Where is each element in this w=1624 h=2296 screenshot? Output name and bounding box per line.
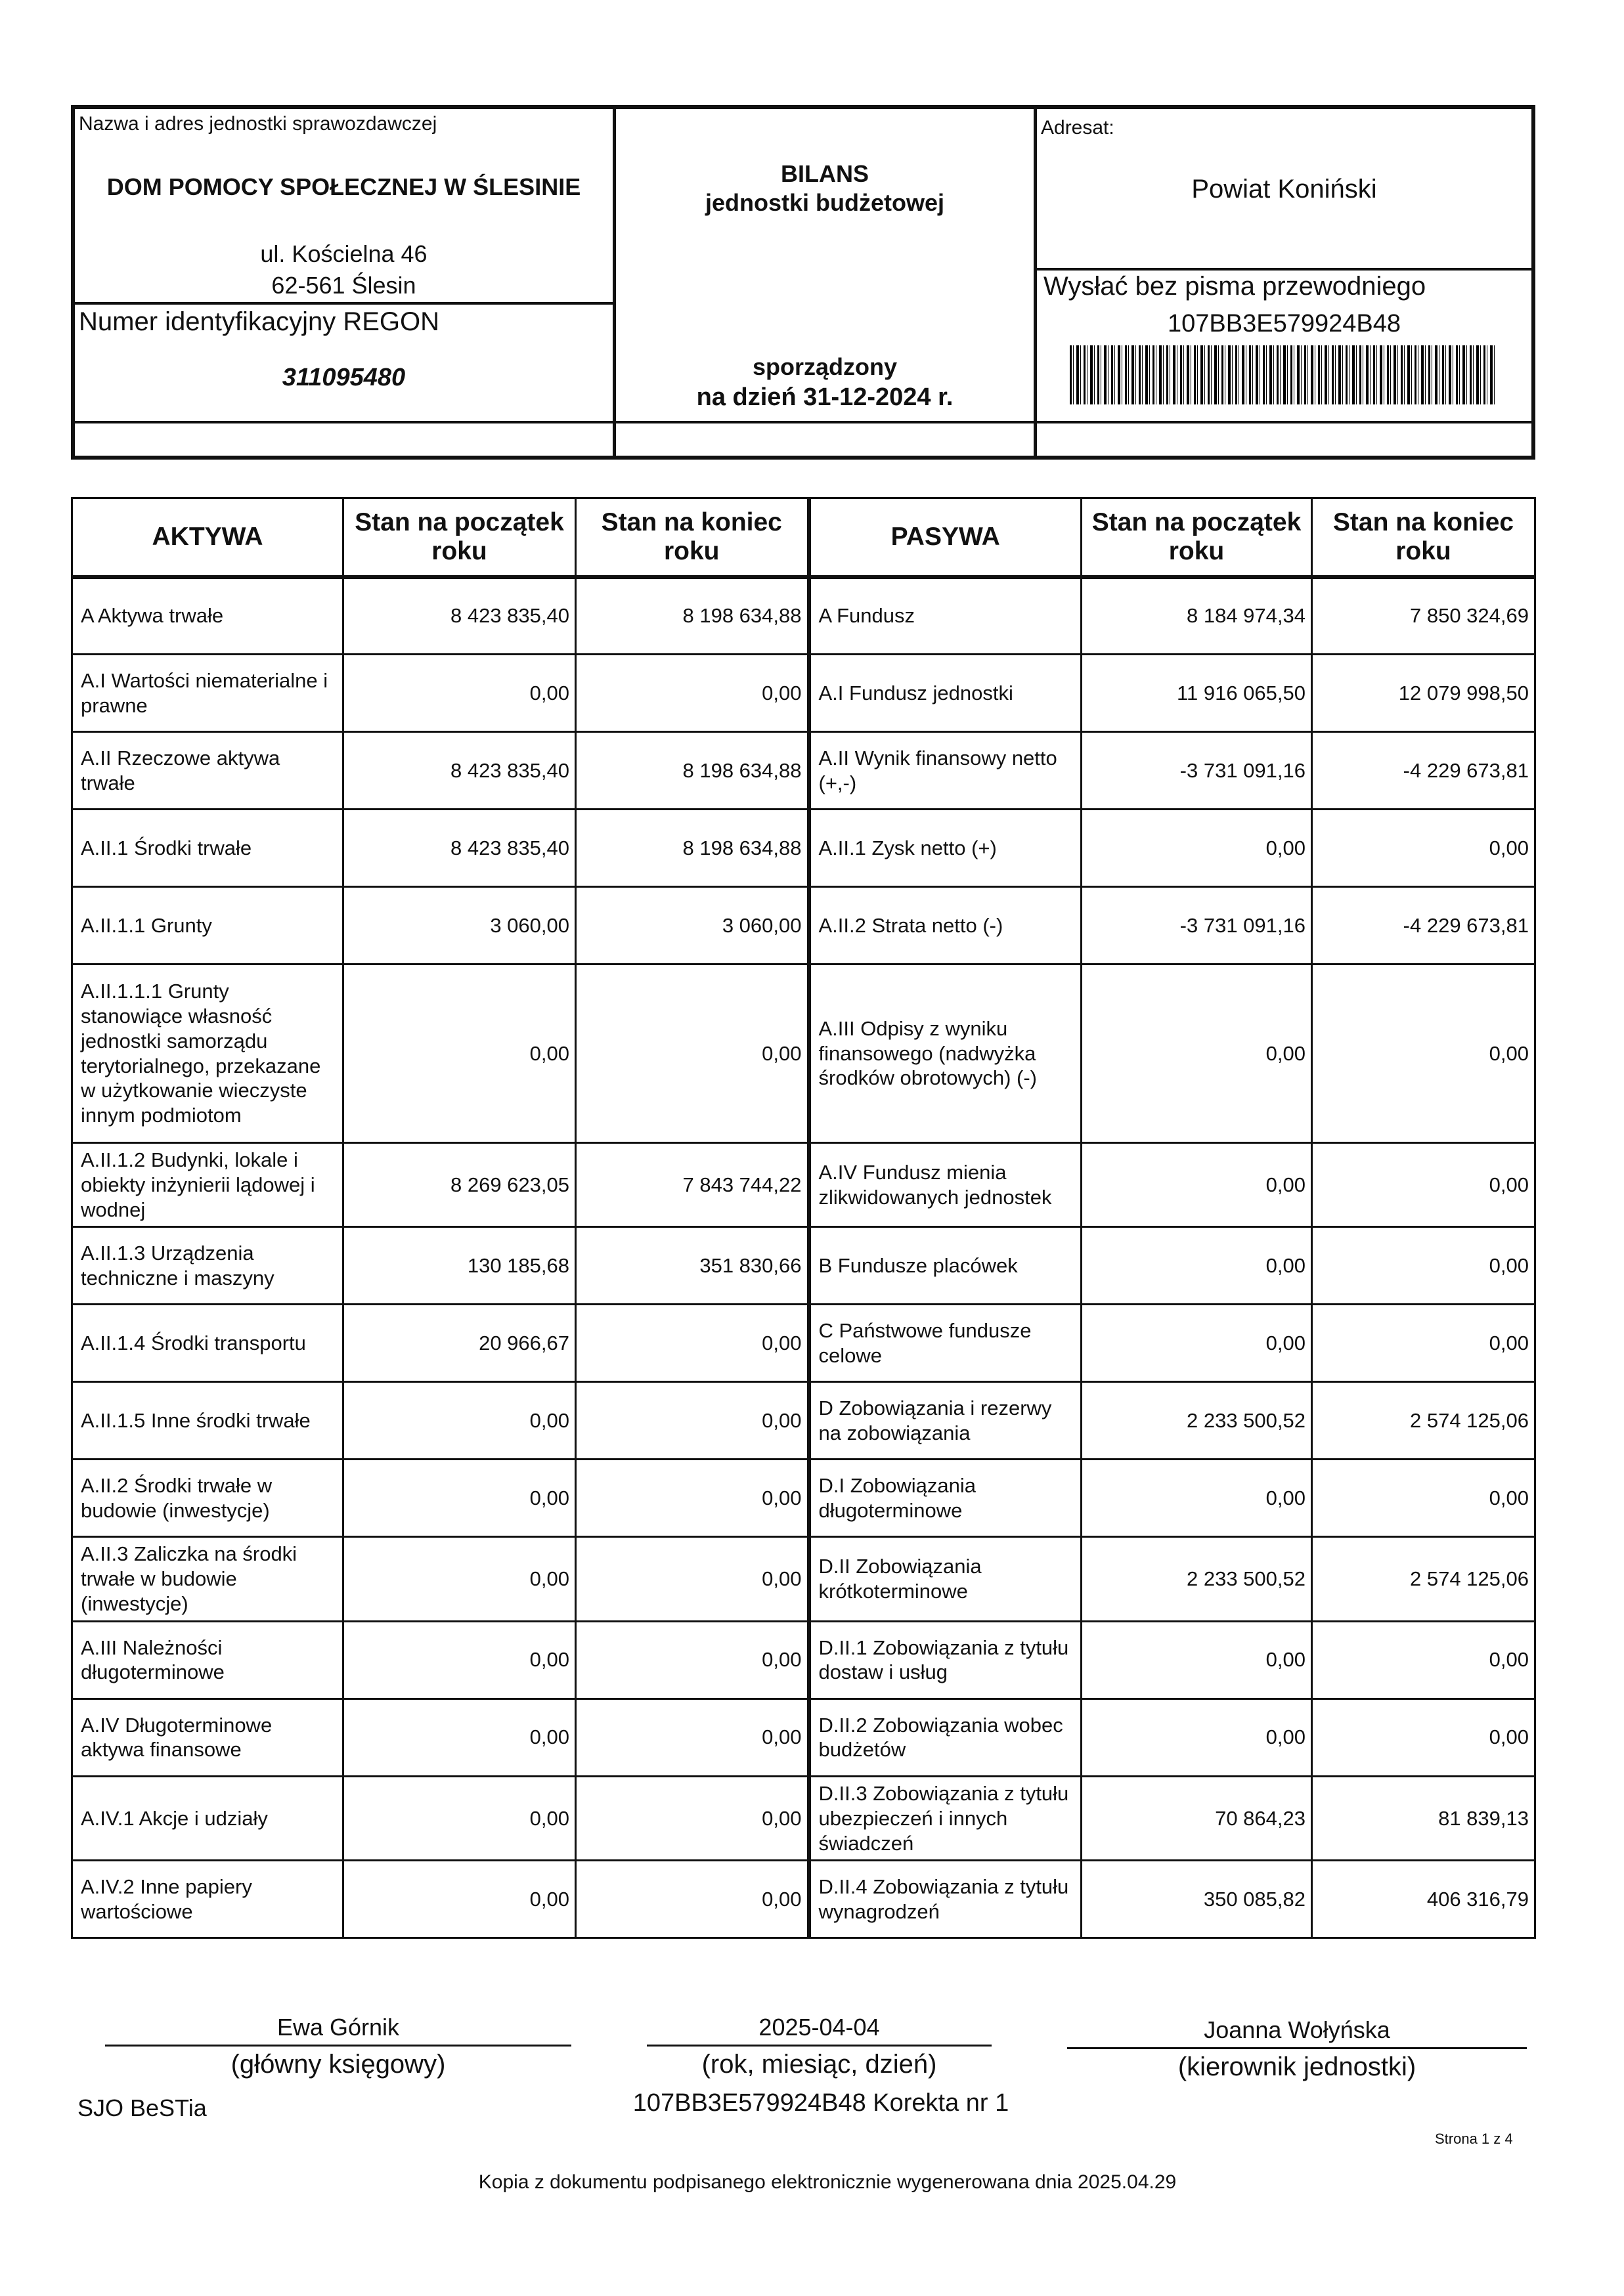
asset-label: A.II.1.1.1 Grunty stanowiące własność jednostki samorządu terytorialnego, przekazane w użytkowanie wieczyste innym podmiotom	[72, 964, 343, 1143]
liability-label: A.III Odpisy z wyniku finansowego (nadwyżka środków obrotowych) (-)	[809, 964, 1082, 1143]
liability-begin-value: 70 864,23	[1082, 1776, 1312, 1860]
asset-label: A.II.1.2 Budynki, lokale i obiekty inżynierii lądowej i wodnej	[72, 1143, 343, 1227]
liability-begin-value: 11 916 065,50	[1082, 655, 1312, 732]
asset-label: A.I Wartości niematerialne i prawne	[72, 655, 343, 732]
asset-label: A.II.1.1 Grunty	[72, 887, 343, 964]
liability-label: D.I Zobowiązania długoterminowe	[809, 1460, 1082, 1537]
liability-begin-value: 2 233 500,52	[1082, 1382, 1312, 1460]
accountant-signature-line	[105, 2045, 571, 2047]
liability-label: D.II.3 Zobowiązania z tytułu ubezpieczeń i innych świadczeń	[809, 1776, 1082, 1860]
liability-begin-value: -3 731 091,16	[1082, 732, 1312, 810]
asset-begin-value: 0,00	[343, 1861, 576, 1938]
asset-end-value: 3 060,00	[576, 887, 809, 964]
table-row	[72, 577, 1535, 655]
asset-label: A.II.2 Środki trwałe w budowie (inwestycje)	[72, 1460, 343, 1537]
table-row	[72, 887, 1535, 964]
software-name: SJO BeSTia	[77, 2094, 207, 2121]
reporting-unit-section	[75, 109, 616, 456]
liability-end-value: 0,00	[1312, 1621, 1535, 1699]
liability-begin-value: 350 085,82	[1082, 1861, 1312, 1938]
asset-label: A.II.1.4 Środki transportu	[72, 1305, 343, 1382]
asset-end-value: 8 198 634,88	[576, 577, 809, 655]
liability-end-value: 2 574 125,06	[1312, 1537, 1535, 1621]
page-number: Strona 1 z 4	[1435, 2131, 1513, 2147]
liability-begin-value: 0,00	[1082, 1460, 1312, 1537]
liability-label: A.II.2 Strata netto (-)	[809, 887, 1082, 964]
asset-begin-value: 8 423 835,40	[343, 810, 576, 887]
date-role: (rok, miesiąc, dzień)	[701, 2050, 937, 2079]
copy-note: Kopia z dokumentu podpisanego elektronicznie wygenerowana dnia 2025.04.29	[478, 2171, 1177, 2193]
asset-label: A.II Rzeczowe aktywa trwałe	[72, 732, 343, 810]
liability-label: D Zobowiązania i rezerwy na zobowiązania	[809, 1382, 1082, 1460]
document-id: 107BB3E579924B48	[1168, 310, 1401, 337]
header-end-liabilities: Stan na koniec roku	[1312, 498, 1535, 577]
liability-label: A Fundusz	[809, 577, 1082, 655]
addressee-section	[1037, 109, 1531, 456]
asset-begin-value: 0,00	[343, 1699, 576, 1776]
liability-begin-value: 0,00	[1082, 1227, 1312, 1305]
asset-end-value: 0,00	[576, 1460, 809, 1537]
table-row	[72, 964, 1535, 1143]
liability-end-value: 0,00	[1312, 810, 1535, 887]
asset-label: A Aktywa trwałe	[72, 577, 343, 655]
asset-end-value: 0,00	[576, 1537, 809, 1621]
balance-sheet-table	[71, 497, 1536, 1939]
asset-label: A.IV.1 Akcje i udziały	[72, 1776, 343, 1860]
asset-end-value: 0,00	[576, 964, 809, 1143]
manager-role: (kierownik jednostki)	[1177, 2052, 1416, 2081]
unit-name: DOM POMOCY SPOŁECZNEJ W ŚLESINIE	[106, 173, 581, 200]
table-row	[72, 655, 1535, 732]
liability-label: D.II.4 Zobowiązania z tytułu wynagrodzeń	[809, 1861, 1082, 1938]
liability-end-value: 0,00	[1312, 1143, 1535, 1227]
liability-end-value: 0,00	[1312, 964, 1535, 1143]
addressee-name: Powiat Koniński	[1191, 175, 1377, 204]
signature-date: 2025-04-04	[758, 2014, 880, 2041]
asset-begin-value: 0,00	[343, 1621, 576, 1699]
liability-end-value: 12 079 998,50	[1312, 655, 1535, 732]
asset-begin-value: 3 060,00	[343, 887, 576, 964]
doc-title: BILANS	[781, 160, 869, 187]
table-row	[72, 810, 1535, 887]
liability-end-value: -4 229 673,81	[1312, 732, 1535, 810]
liability-label: A.IV Fundusz mienia zlikwidowanych jednostek	[809, 1143, 1082, 1227]
document-title-section	[616, 109, 1037, 456]
liability-label: A.II.1 Zysk netto (+)	[809, 810, 1082, 887]
regon-label: Numer identyfikacyjny REGON	[79, 307, 440, 336]
table-header-row	[72, 498, 1535, 577]
asset-begin-value: 0,00	[343, 1460, 576, 1537]
report-header	[71, 105, 1535, 460]
asset-end-value: 8 198 634,88	[576, 810, 809, 887]
asset-begin-value: 0,00	[343, 655, 576, 732]
header-liabilities: PASYWA	[809, 498, 1082, 577]
liability-end-value: 406 316,79	[1312, 1861, 1535, 1938]
asset-end-value: 0,00	[576, 1861, 809, 1938]
liability-end-value: -4 229 673,81	[1312, 887, 1535, 964]
date-signature-line	[647, 2045, 992, 2047]
asset-begin-value: 8 423 835,40	[343, 732, 576, 810]
table-row	[72, 732, 1535, 810]
table-row	[72, 1861, 1535, 1938]
asset-begin-value: 0,00	[343, 1776, 576, 1860]
liability-begin-value: 8 184 974,34	[1082, 577, 1312, 655]
header-assets: AKTYWA	[72, 498, 343, 577]
liability-begin-value: 2 233 500,52	[1082, 1537, 1312, 1621]
send-note: Wysłać bez pisma przewodniego	[1043, 272, 1426, 301]
table-row	[72, 1776, 1535, 1860]
table-row	[72, 1382, 1535, 1460]
header-begin-assets: Stan na początek roku	[343, 498, 576, 577]
header-end-assets: Stan na koniec roku	[576, 498, 809, 577]
asset-begin-value: 0,00	[343, 964, 576, 1143]
asset-label: A.II.1.3 Urządzenia techniczne i maszyny	[72, 1227, 343, 1305]
table-row	[72, 1143, 1535, 1227]
unit-label: Nazwa i adres jednostki sprawozdawczej	[79, 113, 437, 135]
liability-end-value: 0,00	[1312, 1305, 1535, 1382]
table-row	[72, 1227, 1535, 1305]
liability-label: D.II.1 Zobowiązania z tytułu dostaw i usług	[809, 1621, 1082, 1699]
manager-name: Joanna Wołyńska	[1204, 2016, 1390, 2043]
table-row	[72, 1460, 1535, 1537]
asset-end-value: 0,00	[576, 1776, 809, 1860]
barcode-image	[1070, 345, 1497, 404]
asset-label: A.III Należności długoterminowe	[72, 1621, 343, 1699]
asset-end-value: 0,00	[576, 655, 809, 732]
liability-begin-value: 0,00	[1082, 1699, 1312, 1776]
table-body	[72, 577, 1535, 1938]
liability-label: C Państwowe fundusze celowe	[809, 1305, 1082, 1382]
liability-label: A.I Fundusz jednostki	[809, 655, 1082, 732]
asset-end-value: 0,00	[576, 1699, 809, 1776]
table-row	[72, 1699, 1535, 1776]
table-row	[72, 1305, 1535, 1382]
table-row	[72, 1537, 1535, 1621]
asset-begin-value: 8 423 835,40	[343, 577, 576, 655]
liability-end-value: 0,00	[1312, 1460, 1535, 1537]
asset-label: A.II.1 Środki trwałe	[72, 810, 343, 887]
liability-begin-value: 0,00	[1082, 1621, 1312, 1699]
accountant-role: (główny księgowy)	[230, 2050, 446, 2079]
asset-begin-value: 0,00	[343, 1382, 576, 1460]
asset-begin-value: 20 966,67	[343, 1305, 576, 1382]
liability-end-value: 2 574 125,06	[1312, 1382, 1535, 1460]
asset-begin-value: 8 269 623,05	[343, 1143, 576, 1227]
liability-begin-value: 0,00	[1082, 1305, 1312, 1382]
address-line1: ul. Kościelna 46	[260, 240, 428, 267]
asset-begin-value: 0,00	[343, 1537, 576, 1621]
asset-label: A.II.1.5 Inne środki trwałe	[72, 1382, 343, 1460]
asset-end-value: 8 198 634,88	[576, 732, 809, 810]
asset-end-value: 0,00	[576, 1382, 809, 1460]
table-row	[72, 1621, 1535, 1699]
doc-subtitle: jednostki budżetowej	[705, 189, 945, 216]
liability-begin-value: 0,00	[1082, 810, 1312, 887]
asset-label: A.II.3 Zaliczka na środki trwałe w budowie (inwestycje)	[72, 1537, 343, 1621]
regon-number: 311095480	[282, 364, 406, 391]
liability-end-value: 0,00	[1312, 1227, 1535, 1305]
asset-label: A.IV Długoterminowe aktywa finansowe	[72, 1699, 343, 1776]
liability-label: D.II.2 Zobowiązania wobec budżetów	[809, 1699, 1082, 1776]
liability-label: D.II Zobowiązania krótkoterminowe	[809, 1537, 1082, 1621]
liability-end-value: 0,00	[1312, 1699, 1535, 1776]
asset-end-value: 351 830,66	[576, 1227, 809, 1305]
asset-end-value: 0,00	[576, 1621, 809, 1699]
balance-date: na dzień 31-12-2024 r.	[696, 383, 954, 411]
liability-begin-value: 0,00	[1082, 964, 1312, 1143]
liability-begin-value: 0,00	[1082, 1143, 1312, 1227]
asset-begin-value: 130 185,68	[343, 1227, 576, 1305]
asset-end-value: 7 843 744,22	[576, 1143, 809, 1227]
liability-label: A.II Wynik finansowy netto (+,-)	[809, 732, 1082, 810]
manager-signature-line	[1067, 2047, 1527, 2049]
address-line2: 62-561 Ślesin	[271, 272, 416, 299]
liability-begin-value: -3 731 091,16	[1082, 887, 1312, 964]
header-begin-liabilities: Stan na początek roku	[1082, 498, 1312, 577]
accountant-name: Ewa Górnik	[276, 2014, 400, 2041]
prepared-label: sporządzony	[752, 353, 898, 380]
addressee-label: Adresat:	[1041, 117, 1114, 139]
asset-label: A.IV.2 Inne papiery wartościowe	[72, 1861, 343, 1938]
asset-end-value: 0,00	[576, 1305, 809, 1382]
liability-end-value: 81 839,13	[1312, 1776, 1535, 1860]
correction-note: 107BB3E579924B48 Korekta nr 1	[632, 2089, 1009, 2117]
liability-end-value: 7 850 324,69	[1312, 577, 1535, 655]
liability-label: B Fundusze placówek	[809, 1227, 1082, 1305]
